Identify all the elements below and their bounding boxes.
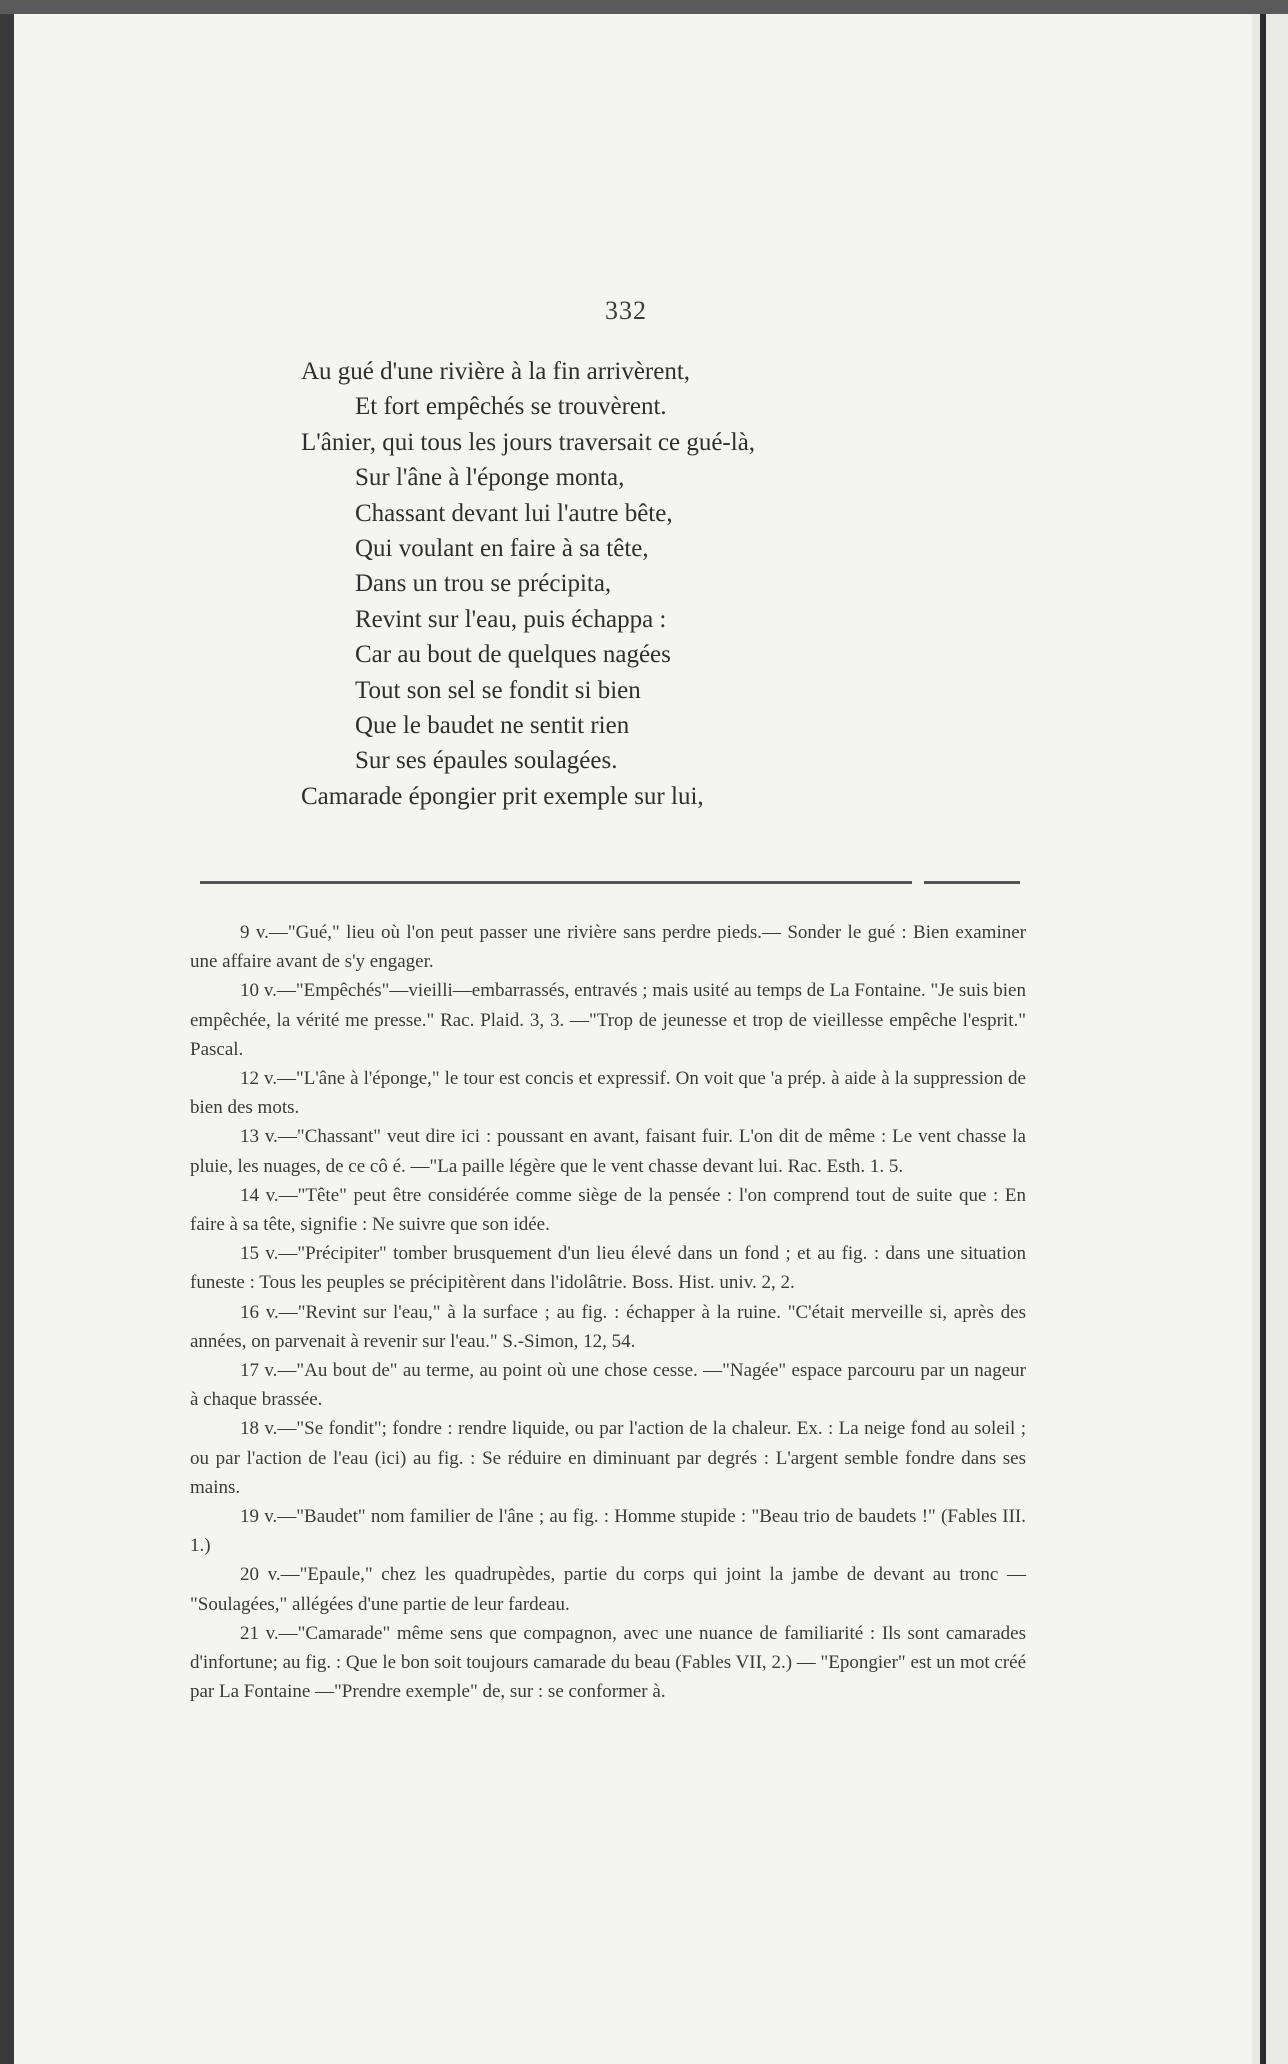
poem-line: Dans un trou se précipita, — [355, 570, 612, 598]
poem-line: Tout son sel se fondit si bien — [355, 676, 641, 704]
footnote: 16 v.—"Revint sur l'eau," à la surface ; au fig. : échapper à la ruine. "C'était merveille si, après des années, on parvenait à revenir sur l'eau." S.-Simon, 12, 54. — [190, 1301, 1026, 1352]
footnote: 20 v.—"Epaule," chez les quadrupèdes, partie du corps qui joint la jambe de devant au tronc — "Soulagées," allégées d'une partie de leur fardeau. — [190, 1564, 1026, 1615]
page-number: 332 — [605, 296, 647, 325]
scan-edge-top — [0, 0, 1288, 14]
footnote-separator-rule — [200, 881, 912, 884]
book-page — [14, 14, 1252, 2064]
footnote: 10 v.—"Empêchés"—vieilli—embarrassés, entravés ; mais usité au temps de La Fontaine. "Je suis bien empêchée, la vérité me presse." Rac. Plaid. 3, 3. —"Trop de jeunesse et trop de vieillesse empêche l'esprit." Pascal. — [190, 980, 1026, 1060]
footnote-separator-rule-short — [924, 881, 1020, 884]
adjacent-page-edge — [1252, 14, 1288, 2064]
footnote: 12 v.—"L'âne à l'éponge," le tour est concis et expressif. On voit que 'a prép. à aide à la suppression de bien des mots. — [190, 1068, 1026, 1119]
footnote: 14 v.—"Tête" peut être considérée comme siège de la pensée : l'on comprend tout de suite que : En faire à sa tête, signifie : Ne suivre que son idée. — [190, 1184, 1026, 1236]
poem-line: Camarade épongier prit exemple sur lui, — [301, 782, 704, 810]
poem-line: Sur ses épaules soulagées. — [355, 747, 618, 775]
poem-line: Au gué d'une rivière à la fin arrivèrent, — [301, 358, 691, 385]
footnotes — [190, 918, 1026, 1706]
footnote: 17 v.—"Au bout de" au terme, au point où une chose cesse. —"Nagée" espace parcouru par un nageur à chaque brassée. — [190, 1360, 1026, 1411]
poem-line: Sur l'âne à l'éponge monta, — [355, 464, 625, 492]
footnote: 21 v.—"Camarade" même sens que compagnon, avec une nuance de familiarité : Ils sont camarades d'infortune; au fig. : Que le bon soit toujours camarade du beau (Fables VII, 2.) — "Epongier" est un mot créé par La Fontaine —"Prendre exemple" de, sur : se conformer à. — [190, 1622, 1026, 1703]
footnote: 18 v.—"Se fondit"; fondre : rendre liquide, ou par l'action de la chaleur. Ex. : La neige fond au soleil ; ou par l'action de l'eau (ici) au fig. : Se réduire en diminuant par degrés : L'argent semble fondre dans ses mains. — [190, 1418, 1026, 1498]
poem-line: L'ânier, qui tous les jours traversait ce gué-là, — [301, 428, 756, 456]
poem-line: Et fort empêchés se trouvèrent. — [355, 393, 667, 421]
footnote: 15 v.—"Précipiter" tomber brusquement d'un lieu élevé dans un fond ; et au fig. : dans une situation funeste : Tous les peuples se précipitèrent dans l'idolâtrie. Boss. Hist. univ. 2, 2. — [190, 1243, 1026, 1294]
poem-line: Chassant devant lui l'autre bête, — [355, 499, 673, 527]
poem-line: Que le baudet ne sentit rien — [355, 712, 630, 740]
poem-line: Qui voulant en faire à sa tête, — [355, 535, 649, 563]
footnote: 9 v.—"Gué," lieu où l'on peut passer une rivière sans perdre pieds.— Sonder le gué : Bien examiner une affaire avant de s'y engager. — [190, 922, 1026, 973]
footnote: 13 v.—"Chassant" veut dire ici : poussant en avant, faisant fuir. L'on dit de même : Le vent chasse la pluie, les nuages, de ce cô é. —"La paille légère que le vent chasse devant lui. Rac. Esth. 1. 5. — [190, 1126, 1026, 1177]
poem-verses — [301, 354, 1021, 814]
poem-line: Car au bout de quelques nagées — [355, 641, 671, 669]
footnote: 19 v.—"Baudet" nom familier de l'âne ; au fig. : Homme stupide : "Beau trio de baudets !" (Fables III. 1.) — [190, 1506, 1026, 1557]
poem-line: Revint sur l'eau, puis échappa : — [355, 605, 667, 633]
page-gutter — [1260, 14, 1266, 2064]
